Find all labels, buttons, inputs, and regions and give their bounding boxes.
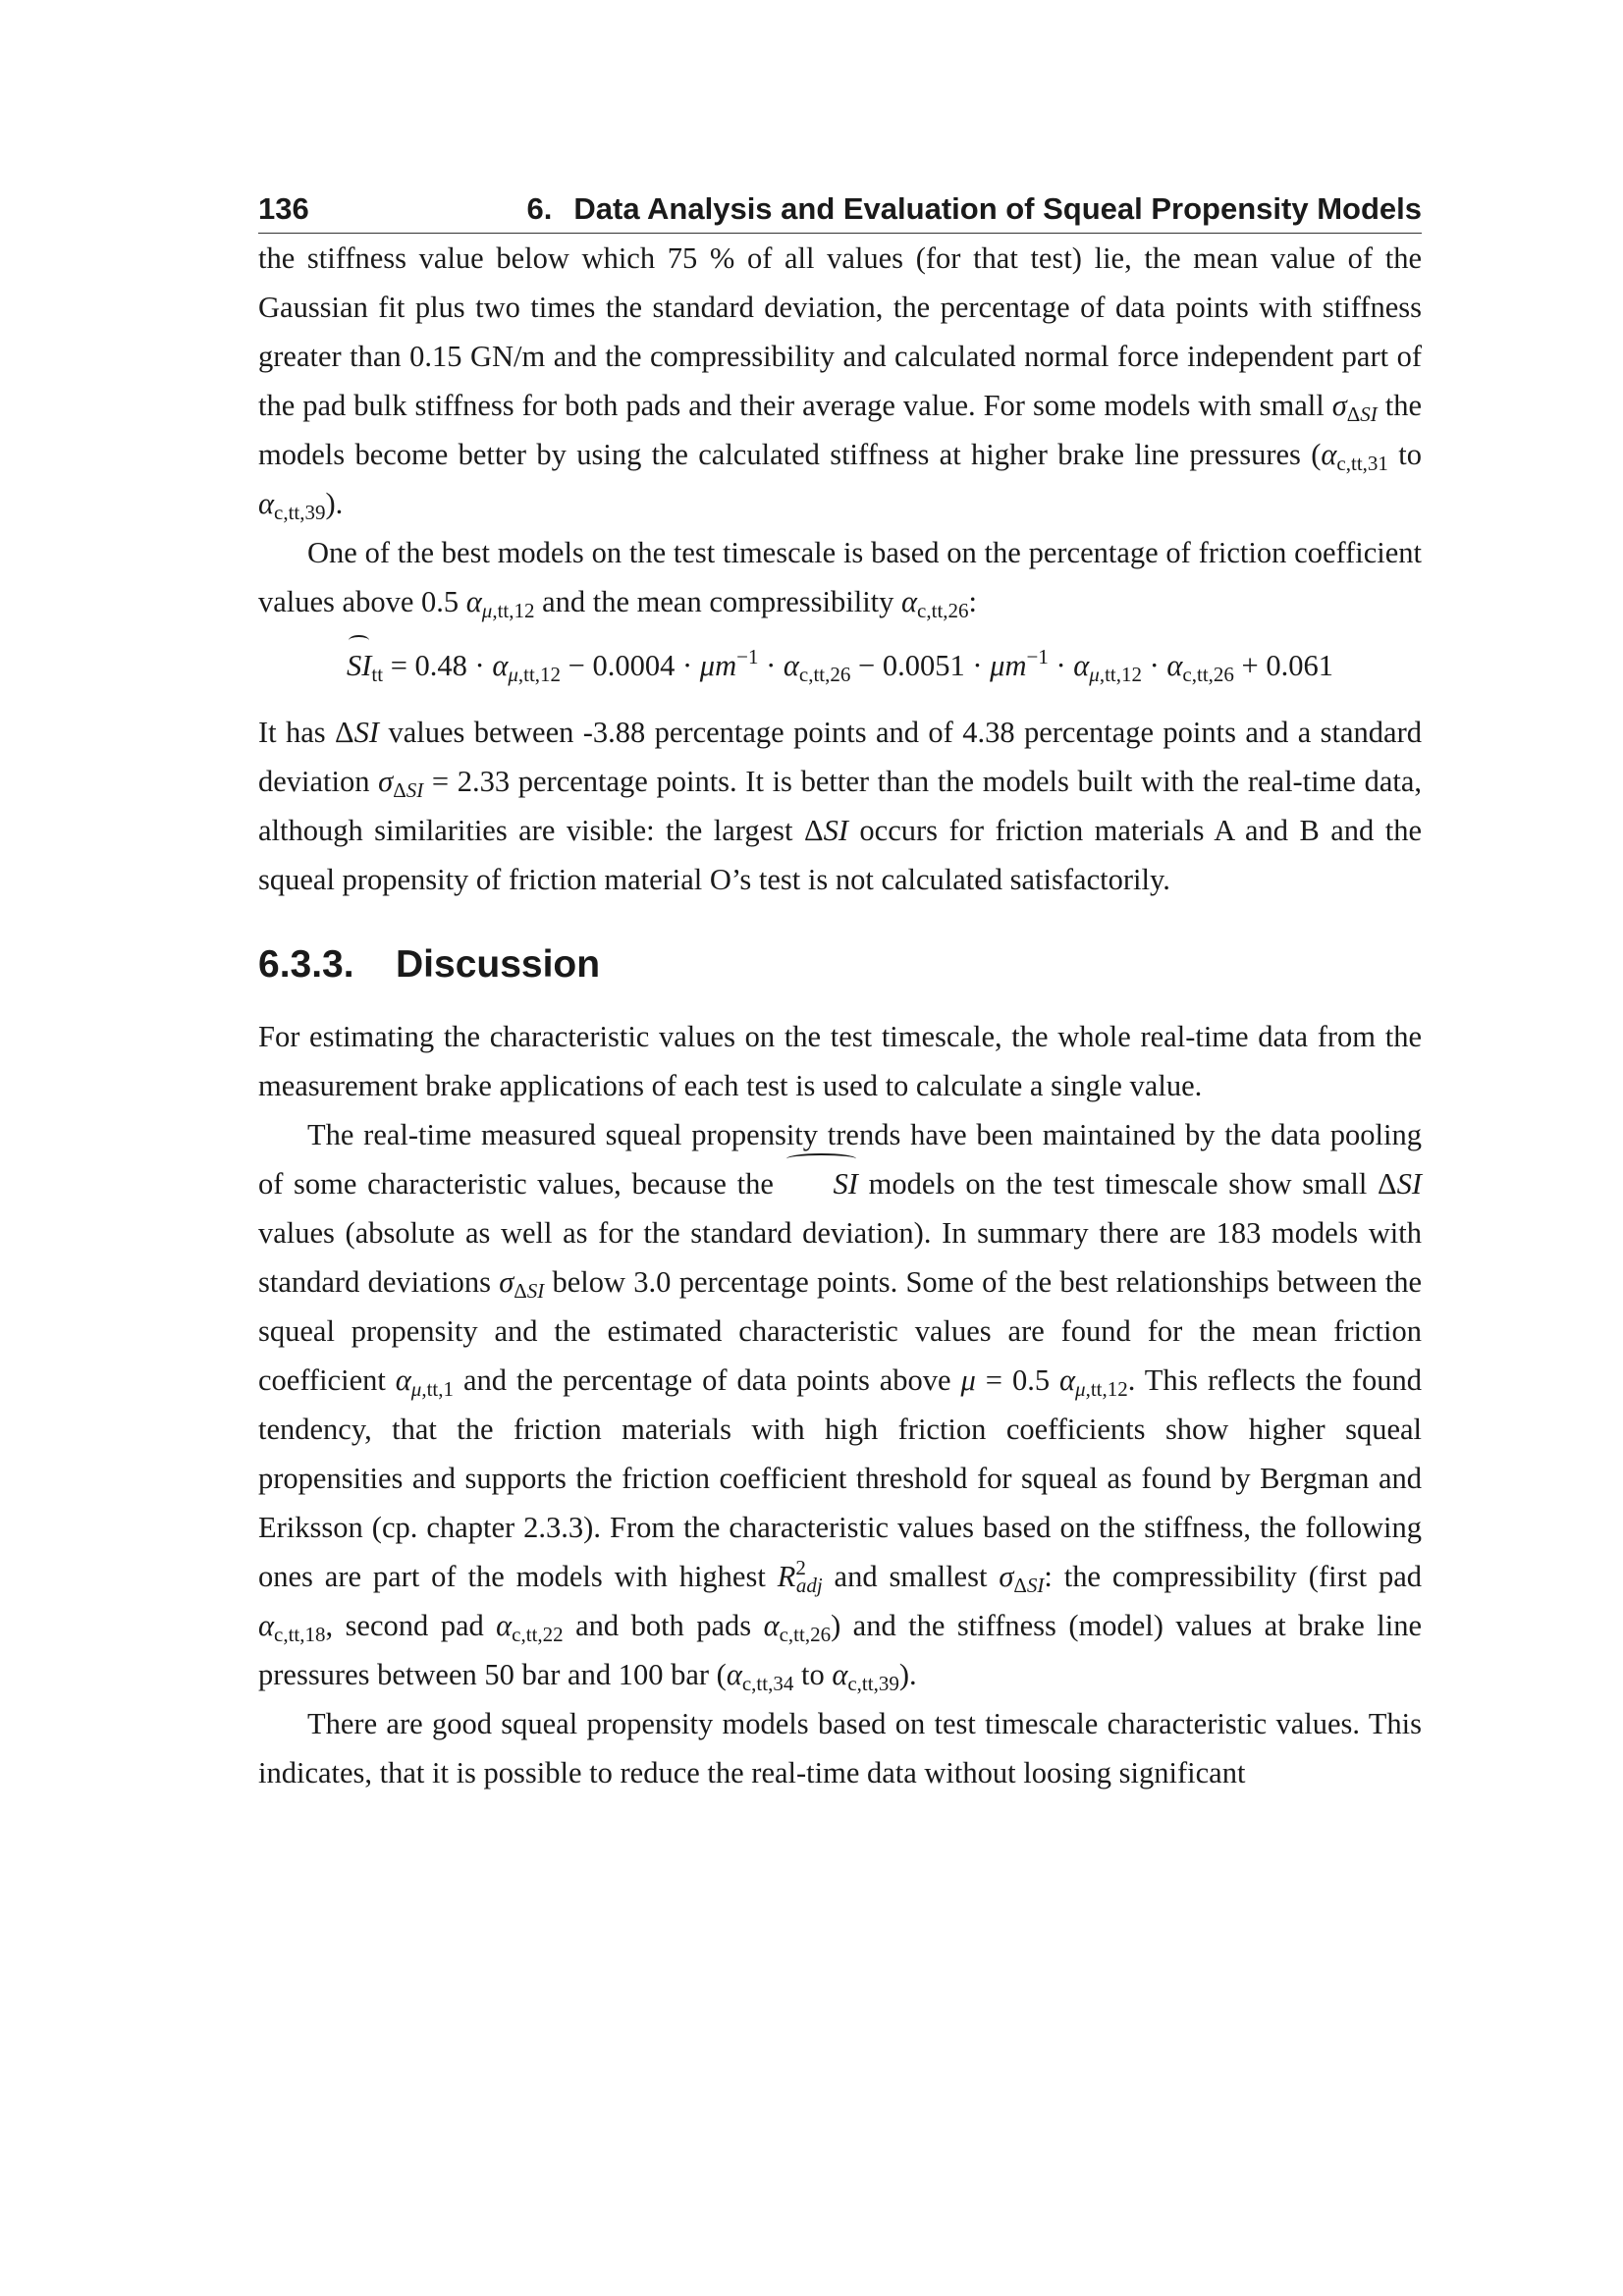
page [258, 191, 1422, 1797]
paragraph-5: The real-time measured squeal propensity trends have been maintained by the data pooling of some characteristic values, because the SI models on the test timescale show small ΔSI values (absolute as well as for the standard deviation). In summary there are 183 models with standard deviations $\sigma_{\Delta SI}$ below 3.0 percentage points. Some of the best relationships between the squeal propensity and the estimated characteristic values are found for the mean friction coefficient $\alpha_{\mu,tt,1}$ and the percentage of data points above μ = 0.5 $\alpha_{\mu,tt,12}$. This reflects the found tendency, that the friction materials with high friction coefficients show higher squeal propensities and supports the friction coefficient threshold for squeal as found by Bergman and Eriksson (cp. chapter 2.3.3). From the characteristic values based on the stiffness, the following ones are part of the models with highest $R^2_{adj}$ and smallest $\sigma_{\Delta SI}$: the compressibility (first pad $\alpha_{c,tt,18}$, second pad $\alpha_{c,tt,22}$ and both pads $\alpha_{c,tt,26}$) and the stiffness (model) values at brake line pressures between 50 bar and 100 bar ($\alpha_{c,tt,34}$ to $\alpha_{c,tt,39}$). [258, 1118, 1423, 1695]
chapter-title: 6. Data Analysis and Evaluation of Squeal Propensity Models [526, 191, 1422, 226]
page-number: 136 [258, 191, 309, 226]
paragraph-6: There are good squeal propensity models based on test timescale characteristic values. This indicates, that it is possible to reduce the real-time data without loosing significant [258, 1707, 1422, 1789]
paragraph-4: For estimating the characteristic values on the test timescale, the whole real-time data from the measurement brake applications of each test is used to calculate a single value. [258, 1020, 1422, 1102]
section-number: 6.3.3. [258, 943, 354, 986]
paragraph-1: the stiffness value below which 75 % of all values (for that test) lie, the mean value of the Gaussian fit plus two times the standard deviation, the percentage of data points with stiffness greater than 0.15 GN/m and the compressibility and calculated normal force independent part of the pad bulk stiffness for both pads and their average value. For some models with small $\sigma_{\Delta SI}$ the models become better by using the calculated stiffness at higher brake line pressures ($\alpha_{c,tt,31}$ to $\alpha_{c,tt,39}$). [258, 241, 1422, 524]
running-header [258, 191, 1422, 234]
paragraph-2: One of the best models on the test timescale is based on the percentage of friction coefficient values above 0.5 $\alpha_{\mu,tt,12}$ and the mean compressibility $\alpha_{c,tt,26}$: [258, 536, 1422, 622]
paragraph-3: It has ΔSI values between -3.88 percentage points and of 4.38 percentage points and a standard deviation $\sigma_{\Delta SI} = 2.33$ percentage points. It is better than the models built with the real-time data, although similarities are visible: the largest ΔSI occurs for friction materials A and B and the squeal propensity of friction material O’s test is not calculated satisfactorily. [258, 716, 1422, 896]
section-heading [258, 941, 1422, 988]
model-equation: $SI_{tt} = 0.48 \cdot \alpha_{\mu,tt,12} - 0.0004 \cdot \mu m^{-1} \cdot \alpha_{c,tt,26} - 0.0051 \cdot \mu m^{-1} \cdot \alpha_{\mu,tt,12} \cdot \alpha_{c,tt,26} + 0.061$ [258, 641, 1422, 690]
section-title: Discussion [396, 943, 601, 986]
